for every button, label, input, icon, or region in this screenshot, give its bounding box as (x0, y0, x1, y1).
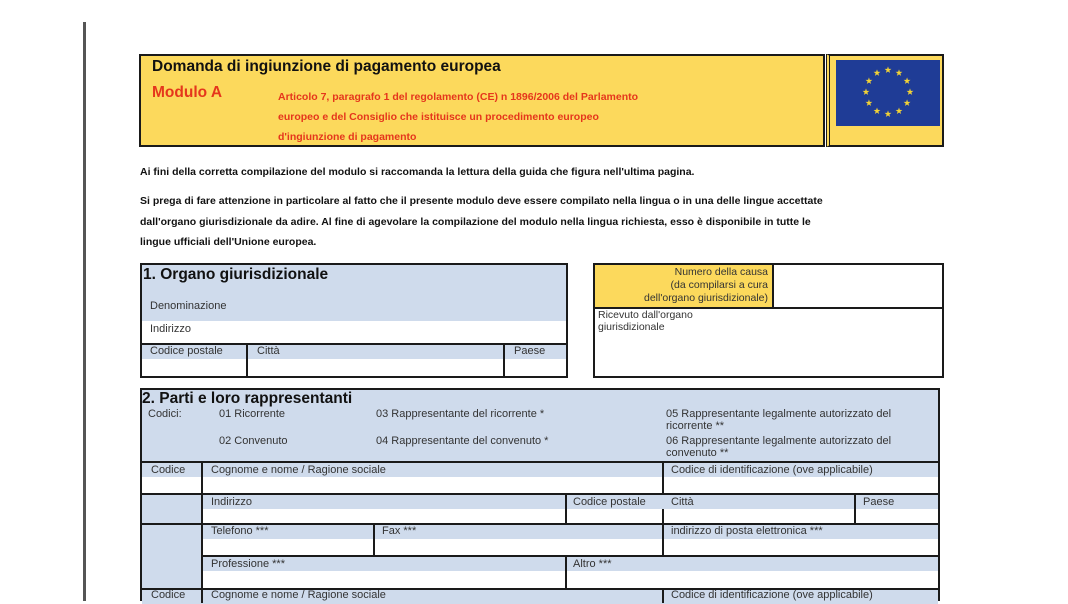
code-03: 03 Rappresentante del ricorrente * (376, 408, 545, 420)
code-05-line: 05 Rappresentante legalmente autorizzato del (666, 408, 892, 420)
field-indirizzo[interactable]: Indirizzo (150, 323, 191, 335)
flag-box (826, 54, 944, 147)
field-paese[interactable]: Paese (514, 345, 546, 357)
field-professione[interactable]: Professione *** (211, 558, 285, 570)
divider (373, 523, 375, 555)
star-icon (874, 69, 881, 76)
divider (246, 343, 248, 376)
field-email[interactable]: indirizzo di posta elettronica *** (671, 525, 823, 537)
eu-flag-icon (836, 60, 940, 126)
intro-paragraph (140, 191, 823, 253)
intro-paragraph-line: lingue ufficiali dell'Unione europea. (140, 236, 317, 248)
case-number-box (593, 263, 944, 378)
field-codice[interactable]: Codice (151, 464, 186, 476)
star-icon (907, 88, 914, 95)
received-line: Ricevuto dall'organo (598, 309, 693, 321)
divider (854, 493, 856, 523)
divider (565, 493, 567, 523)
code-05-line: ricorrente ** (666, 420, 725, 432)
divider (662, 523, 664, 555)
label-band (203, 495, 938, 509)
module-label: Modulo A (152, 84, 223, 101)
star-icon (896, 69, 903, 76)
star-icon (874, 107, 881, 114)
field-telefono[interactable]: Telefono *** (211, 525, 269, 537)
divider (565, 555, 567, 588)
field-citta[interactable]: Città (671, 496, 694, 508)
article-line: europeo e del Consiglio che istituisce un procedimento europeo (278, 111, 599, 123)
label-band (203, 557, 938, 571)
article-line: Articolo 7, paragrafo 1 del regolamento (CE) n 1896/2006 del Parlamento (278, 91, 639, 103)
section-title: 2. Parti e loro rappresentanti (142, 390, 353, 407)
star-icon (866, 77, 873, 84)
section-parti (140, 388, 940, 601)
divider (662, 461, 664, 523)
section-title: 1. Organo giurisdizionale (143, 266, 329, 283)
field-codice-id[interactable]: Codice di identificazione (ove applicabile) (671, 464, 873, 476)
star-icon (896, 107, 903, 114)
page-edge-line (83, 22, 86, 601)
received-line: giurisdizionale (598, 321, 665, 333)
field-codice-postale[interactable]: Codice postale (573, 496, 646, 508)
eu-stars (836, 60, 940, 126)
code-02: 02 Convenuto (219, 435, 288, 447)
star-icon (904, 99, 911, 106)
received-label (598, 309, 693, 333)
form-title: Domanda di ingiunzione di pagamento europea (152, 58, 501, 75)
codes-label: Codici: (148, 408, 182, 420)
field-citta[interactable]: Città (257, 345, 280, 357)
article-line: d'ingiunzione di pagamento (278, 131, 417, 143)
field-altro[interactable]: Altro *** (573, 558, 612, 570)
field-cognome[interactable]: Cognome e nome / Ragione sociale (211, 589, 386, 601)
intro-paragraph-line: dall'organo giurisdizionale da adire. Al fine di agevolare la compilazione del modulo nella lingua richiesta, esso è disponibile in tutte le (140, 215, 811, 228)
section-organo-giurisdizionale (140, 263, 568, 378)
case-number-label (595, 265, 774, 307)
star-icon (885, 110, 892, 117)
star-icon (885, 66, 892, 73)
intro-line: Ai fini della corretta compilazione del modulo si raccomanda la lettura della guida che figura nell'ultima pagina. (140, 166, 695, 178)
field-codice-postale[interactable]: Codice postale (150, 345, 223, 357)
code-04: 04 Rappresentante del convenuto * (376, 435, 549, 447)
case-number-line: Numero della causa (674, 266, 768, 278)
star-icon (866, 99, 873, 106)
intro-paragraph-line: Si prega di fare attenzione in particolare al fatto che il presente modulo deve essere compilato nella lingua o in una delle lingue accettate (140, 195, 823, 207)
code-06 (666, 435, 891, 459)
code-column-band (142, 495, 201, 588)
field-denominazione[interactable]: Denominazione (150, 300, 227, 312)
code-01: 01 Ricorrente (219, 408, 286, 420)
code-06-line: convenuto ** (666, 447, 729, 459)
field-fax[interactable]: Fax *** (382, 525, 417, 537)
star-icon (863, 88, 870, 95)
code-05 (666, 408, 891, 432)
case-number-line: (da compilarsi a cura (670, 279, 768, 291)
article-reference (278, 87, 638, 147)
divider (503, 343, 505, 376)
star-icon (904, 77, 911, 84)
code-06-line: 06 Rappresentante legalmente autorizzato del (666, 435, 892, 447)
case-number-line: dell'organo giurisdizionale) (644, 292, 768, 304)
field-codice-id[interactable]: Codice di identificazione (ove applicabile) (671, 589, 873, 601)
label-band (203, 525, 938, 539)
field-indirizzo[interactable]: Indirizzo (211, 496, 252, 508)
field-paese[interactable]: Paese (863, 496, 895, 508)
field-codice[interactable]: Codice (151, 589, 186, 601)
field-cognome[interactable]: Cognome e nome / Ragione sociale (211, 464, 386, 476)
